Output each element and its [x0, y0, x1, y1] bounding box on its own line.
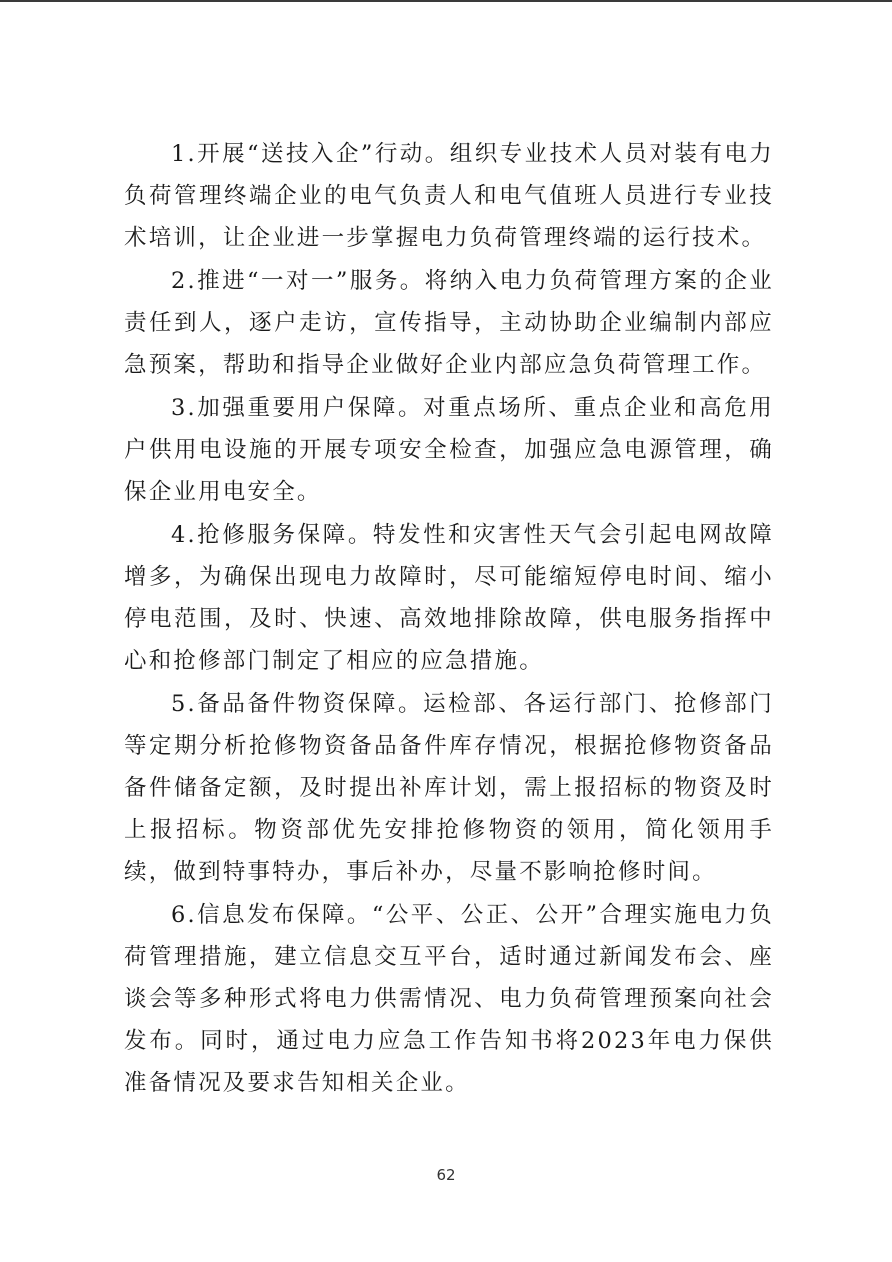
document-body — [124, 133, 774, 1104]
page-number: 62 — [436, 1166, 456, 1184]
paragraph-3: 3.加强重要用户保障。对重点场所、重点企业和高危用户供用电设施的开展专项安全检查，加强应急电源管理，确保企业用电安全。 — [124, 395, 774, 505]
paragraph-5: 5.备品备件物资保障。运检部、各运行部门、抢修部门等定期分析抢修物资备品备件库存情况，根据抢修物资备品备件储备定额，及时提出补库计划，需上报招标的物资及时上报招标。物资部优先安排抢修物资的领用，简化领用手续，做到特事特办，事后补办，尽量不影响抢修时间。 — [124, 691, 774, 885]
paragraph-2: 2.推进“一对一”服务。将纳入电力负荷管理方案的企业责任到人，逐户走访，宣传指导，主动协助企业编制内部应急预案，帮助和指导企业做好企业内部应急负荷管理工作。 — [124, 268, 774, 378]
paragraph-1: 1.开展“送技入企”行动。组织专业技术人员对装有电力负荷管理终端企业的电气负责人和电气值班人员进行专业技术培训，让企业进一步掌握电力负荷管理终端的运行技术。 — [124, 141, 774, 251]
paragraph-6: 6.信息发布保障。“公平、公正、公开”合理实施电力负荷管理措施，建立信息交互平台，适时通过新闻发布会、座谈会等多种形式将电力供需情况、电力负荷管理预案向社会发布。同时，通过电力应急工作告知书将2023年电力保供准备情况及要求告知相关企业。 — [124, 902, 774, 1096]
top-border-line — [0, 0, 892, 2]
paragraph-4: 4.抢修服务保障。特发性和灾害性天气会引起电网故障增多，为确保出现电力故障时，尽可能缩短停电时间、缩小停电范围，及时、快速、高效地排除故障，供电服务指挥中心和抢修部门制定了相应的应急措施。 — [124, 522, 774, 674]
